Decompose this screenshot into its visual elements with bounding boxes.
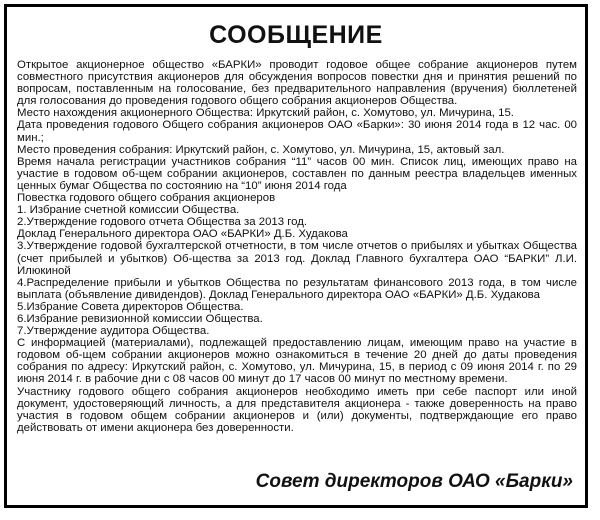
signature: Совет директоров ОАО «Барки»: [255, 471, 573, 492]
agenda-heading: Повестка годового общего собрания акционеров: [17, 192, 276, 205]
paragraph-materials: С информацией (материалами), подлежащей предоставлению лицам, имеющим право на участие в годовом об-щем собрании акционеров можно ознакомиться в течение 20 дней до даты проведения собрания по адресу: Иркутский район, с. Хомутово, ул. Мичурина, 15, в период с 09 июня 2014 г. по 29 июня 2014 г. в рабочие дни с 08 часов 00 минут до 17 часов 00 минут по местному времени.: [17, 337, 577, 386]
paragraph-documents: Участнику годового общего собрания акционеров необходимо иметь при себе паспорт или иной документ, удостоверяющий личность, а для представителя акционера - также доверенность на право участия в годовом общем собрании акционеров и (или) документы, подтверждающие его право действовать от имени акционера без доверенности.: [17, 385, 577, 434]
agenda-item-3: 3.Утверждение годовой бухгалтерской отчетности, в том числе отчетов о прибылях и убытках Общества (счет прибылей и убытков) Об-щества за 2013 год. Доклад Главного бухгалтера ОАО “БАРКИ” Л.И. Илюкиной: [17, 240, 577, 277]
paragraph-venue: Место проведения собрания: Иркутский район, с. Хомутово, ул. Мичурина, 15, актовый зал.: [17, 143, 505, 156]
notice-frame: [4, 4, 588, 508]
agenda-item-1: 1. Избрание счетной комиссии Общества.: [17, 204, 240, 217]
agenda-item-6: 6.Избрание ревизионной комиссии Общества.: [17, 312, 263, 325]
agenda-item-4: 4.Распределение прибыли и убытков Общества по результатам финансового 2013 года, в том числе выплата (объявление дивидендов). Доклад Генерального директора ОАО «БАРКИ» Д.Б. Худакова: [17, 276, 577, 301]
agenda-item-2: 2.Утверждение годового отчета Общества за 2013 год.: [17, 216, 308, 229]
notice-title: СООБЩЕНИЕ: [209, 21, 383, 49]
paragraph-intro: Открытое акционерное общество «БАРКИ» проводит годовое общее собрание акционеров путем совместного присутствия акционеров для обсуждения вопросов повестки дня и принятия решений по вопросам, поставленным на голосование, без предварительного направления (вручения) бюллетеней для голосования до проведения годового общего собрания акционеров Общества.: [17, 59, 577, 108]
paragraph-registration: Время начала регистрации участников собрания “11” часов 00 мин. Список лиц, имеющих право на участие в годовом об-щем собрании акционеров, составлен по данным реестра владельцев именных ценных бумаг Общества по состоянию на “10” июня 2014 года: [17, 155, 577, 192]
agenda-item-5: 5.Избрание Совета директоров Общества.: [17, 300, 244, 313]
paragraph-date: Дата проведения годового Общего собрания акционеров ОАО «Барки»: 30 июня 2014 года в 12 час. 00 мин.;: [17, 119, 577, 144]
agenda-item-7: 7.Утверждение аудитора Общества.: [17, 325, 210, 338]
paragraph-location: Место нахождения акционерного Общества: Иркутский район, с. Хомутово, ул. Мичурина, 15.: [17, 107, 514, 120]
notice-body: [17, 59, 577, 434]
agenda-item-2-report: Доклад Генерального директора ОАО «БАРКИ» Д.Б. Худакова: [17, 228, 348, 241]
